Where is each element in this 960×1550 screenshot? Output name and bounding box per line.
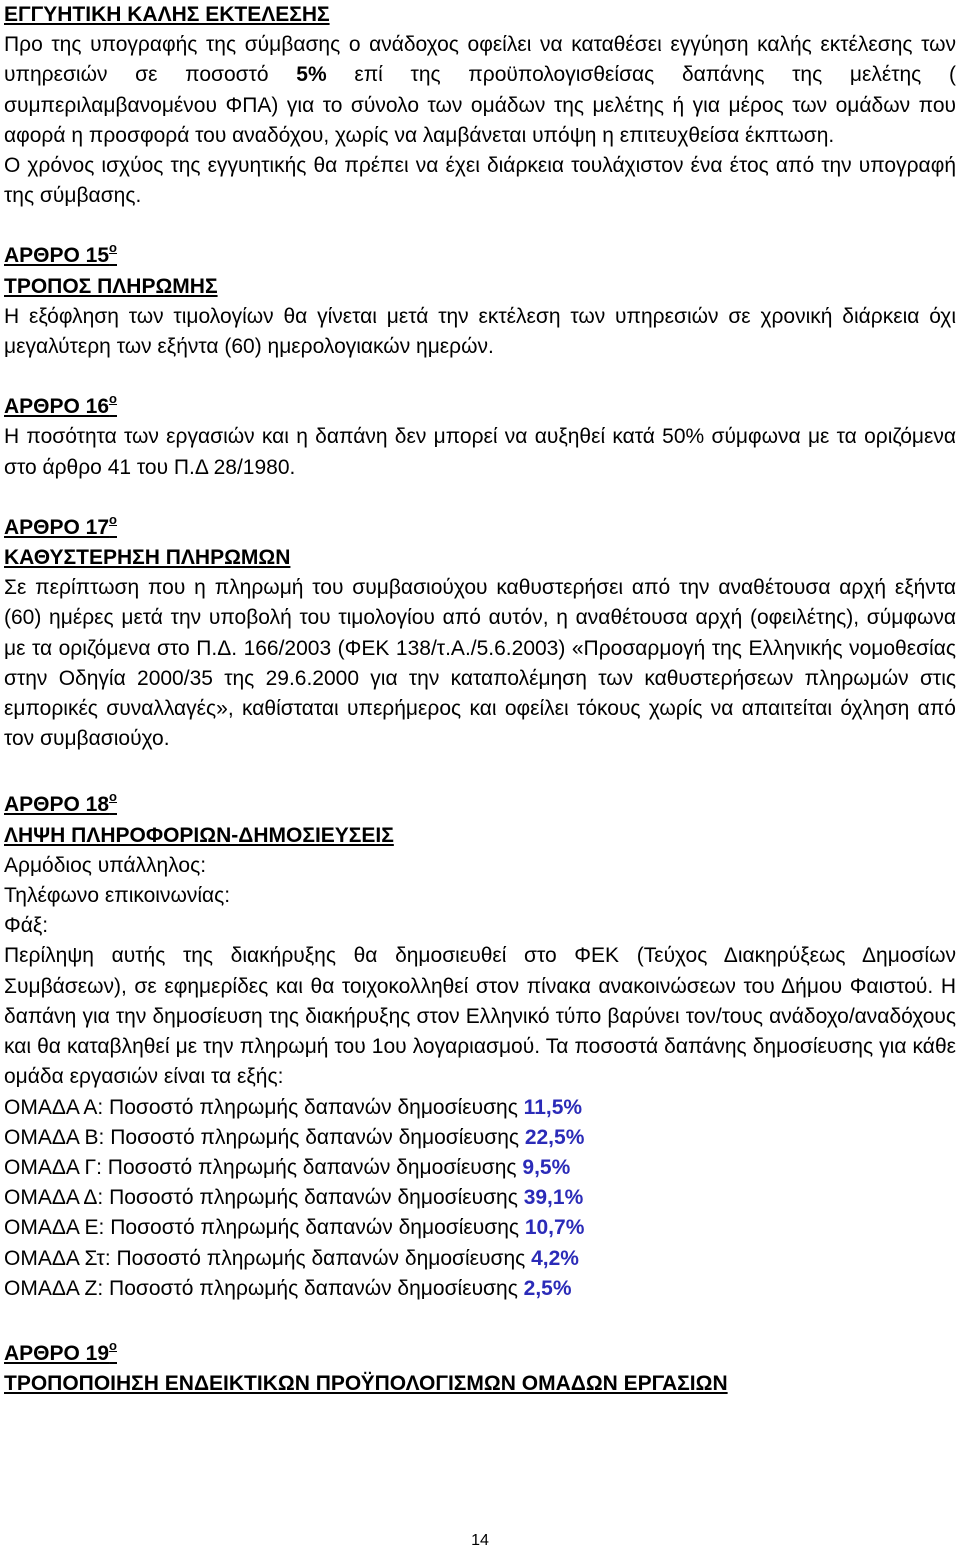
guarantee-text-end: επί της προϋπολογισθείσας δαπάνης της μελέτης ( συμπεριλαμβανομένου ΦΠΑ) για το σύνολο των ομάδων της μελέτης ή για μέρος των ομάδων που αφορά η προσφορά του αναδόχου, χωρίς να λαμβάνεται υπόψη η επιτευχθείσα έκπτωση. bbox=[4, 63, 956, 147]
group-line bbox=[4, 1153, 956, 1183]
spacer bbox=[4, 483, 956, 513]
group-percentage: 10,7% bbox=[524, 1216, 585, 1240]
group-line bbox=[4, 1244, 956, 1274]
group-label: ΟΜΑΔΑ Ζ: Ποσοστό πληρωμής δαπανών δημοσίευσης bbox=[4, 1276, 524, 1300]
article-18-ordinal: ο bbox=[109, 789, 117, 805]
article-19-ordinal: ο bbox=[109, 1337, 117, 1353]
article-16-text: Η ποσότητα των εργασιών και η δαπάνη δεν μπορεί να αυξηθεί κατά 50% σύμφωνα με τα οριζόμενα στο άρθρο 41 του Π.Δ 28/1980. bbox=[4, 425, 956, 479]
article-16-number-text: ΑΡΘΡΟ 16 bbox=[4, 395, 110, 419]
contact-fax: Φάξ: bbox=[4, 914, 49, 938]
group-label: ΟΜΑΔΑ Α: Ποσοστό πληρωμής δαπανών δημοσίευσης bbox=[4, 1095, 524, 1119]
guarantee-percentage: 5% bbox=[296, 63, 327, 87]
article-17-title: ΚΑΘΥΣΤΕΡΗΣΗ ΠΛΗΡΩΜΩΝ bbox=[4, 546, 291, 570]
guarantee-validity-paragraph: Ο χρόνος ισχύος της εγγυητικής θα πρέπει να έχει διάρκεια τουλάχιστον ένα έτος από την υπογραφή της σύμβασης. bbox=[4, 154, 956, 208]
group-percentage: 2,5% bbox=[523, 1276, 572, 1300]
spacer bbox=[4, 211, 956, 241]
article-15-ordinal: ο bbox=[109, 240, 117, 256]
article-15-title: ΤΡΟΠΟΣ ΠΛΗΡΩΜΗΣ bbox=[4, 274, 218, 298]
group-line bbox=[4, 1093, 956, 1123]
group-percentage: 22,5% bbox=[524, 1125, 585, 1149]
guarantee-paragraph bbox=[4, 30, 956, 151]
article-17-number-text: ΑΡΘΡΟ 17 bbox=[4, 515, 110, 539]
article-19-number-text: ΑΡΘΡΟ 19 bbox=[4, 1341, 110, 1365]
group-line bbox=[4, 1123, 956, 1153]
article-18-number-text: ΑΡΘΡΟ 18 bbox=[4, 793, 110, 817]
article-18-number bbox=[4, 790, 956, 820]
group-label: ΟΜΑΔΑ Ε: Ποσοστό πληρωμής δαπανών δημοσίευσης bbox=[4, 1216, 525, 1240]
article-16-number bbox=[4, 392, 956, 422]
article-19-title: ΤΡΟΠΟΠΟΙΗΣΗ ΕΝΔΕΙΚΤΙΚΩΝ ΠΡΟΫΠΟΛΟΓΙΣΜΩΝ ΟΜΑΔΩΝ ΕΡΓΑΣΙΩΝ bbox=[4, 1372, 728, 1396]
group-label: ΟΜΑΔΑ Στ: Ποσοστό πληρωμής δαπανών δημοσίευσης bbox=[4, 1246, 532, 1270]
spacer bbox=[4, 754, 956, 784]
group-label: ΟΜΑΔΑ Γ: Ποσοστό πληρωμής δαπανών δημοσίευσης bbox=[4, 1155, 523, 1179]
article-17-text: Σε περίπτωση που η πληρωμή του συμβασιούχου καθυστερήσει από την αναθέτουσα αρχή εξήντα (60) ημέρες μετά την υποβολή του τιμολογίου από αυτόν, η αναθέτουσα αρχή (οφειλέτης), σύμφωνα με τα οριζόμενα στο Π.Δ. 166/2003 (ΦΕΚ 138/τ.Α./5.6.2003) «Προσαρμογή της Ελληνικής νομοθεσίας στην Οδηγία 2000/35 της 29.6.2000 για την καταπολέμηση των καθυστερήσεων πληρωμών στις εμπορικές συναλλαγές», καθίσταται υπερήμερος και οφείλει τόκους χωρίς να απαιτείται όχληση από τον συμβασιούχο. bbox=[4, 576, 956, 751]
article-18-title: ΛΗΨΗ ΠΛΗΡΟΦΟΡΙΩΝ-ΔΗΜΟΣΙΕΥΣΕΙΣ bbox=[4, 823, 394, 847]
article-18-text: Περίληψη αυτής της διακήρυξης θα δημοσιευθεί στο ΦΕΚ (Τεύχος Διακηρύξεως Δημοσίων Συμβάσεων), σε εφημερίδες και θα τοιχοκολληθεί στον πίνακα ανακοινώσεων του Δήμου Φαιστού. Η δαπάνη για την δημοσίευση της διακήρυξης στον Ελληνικό τύπο βαρύνει τον/τους ανάδοχο/αναδόχους και θα καταβληθεί με την πληρωμή του 1ου λογαριασμού. Τα ποσοστά δαπάνης δημοσίευσης για κάθε ομάδα εργασιών είναι τα εξής: bbox=[4, 944, 956, 1089]
contact-phone: Τηλέφωνο επικοινωνίας: bbox=[4, 884, 231, 908]
article-19-number bbox=[4, 1339, 956, 1369]
contact-official: Αρμόδιος υπάλληλος: bbox=[4, 853, 207, 877]
page-number: 14 bbox=[471, 1532, 489, 1549]
group-label: ΟΜΑΔΑ Δ: Ποσοστό πληρωμής δαπανών δημοσίευσης bbox=[4, 1186, 524, 1210]
article-17-ordinal: ο bbox=[109, 511, 117, 527]
group-line bbox=[4, 1183, 956, 1213]
group-percentage: 11,5% bbox=[523, 1095, 583, 1119]
group-percentage: 9,5% bbox=[522, 1155, 571, 1179]
spacer bbox=[4, 1304, 956, 1334]
article-15-number bbox=[4, 241, 956, 271]
guarantee-heading: ΕΓΓΥΗΤΙΚΗ ΚΑΛΗΣ ΕΚΤΕΛΕΣΗΣ bbox=[4, 3, 330, 26]
document-page bbox=[4, 0, 956, 1399]
article-17-number bbox=[4, 513, 956, 543]
group-line bbox=[4, 1274, 956, 1304]
group-percentage: 39,1% bbox=[523, 1186, 584, 1210]
article-15-text: Η εξόφληση των τιμολογίων θα γίνεται μετά την εκτέλεση των υπηρεσιών σε χρονική διάρκεια όχι μεγαλύτερη των εξήντα (60) ημερολογιακών ημερών. bbox=[4, 304, 956, 359]
article-16-ordinal: ο bbox=[109, 391, 117, 407]
group-percentage: 4,2% bbox=[531, 1246, 579, 1270]
group-line bbox=[4, 1213, 956, 1243]
guarantee-text-start: Προ της υπογραφής της σύμβασης ο ανάδοχος οφείλει να καταθέσει εγγύηση καλής εκτέλεσης των υπηρεσιών σε ποσοστό bbox=[4, 33, 956, 87]
group-label: ΟΜΑΔΑ Β: Ποσοστό πληρωμής δαπανών δημοσίευσης bbox=[4, 1125, 525, 1149]
spacer bbox=[4, 362, 956, 392]
article-15-number-text: ΑΡΘΡΟ 15 bbox=[4, 244, 110, 268]
